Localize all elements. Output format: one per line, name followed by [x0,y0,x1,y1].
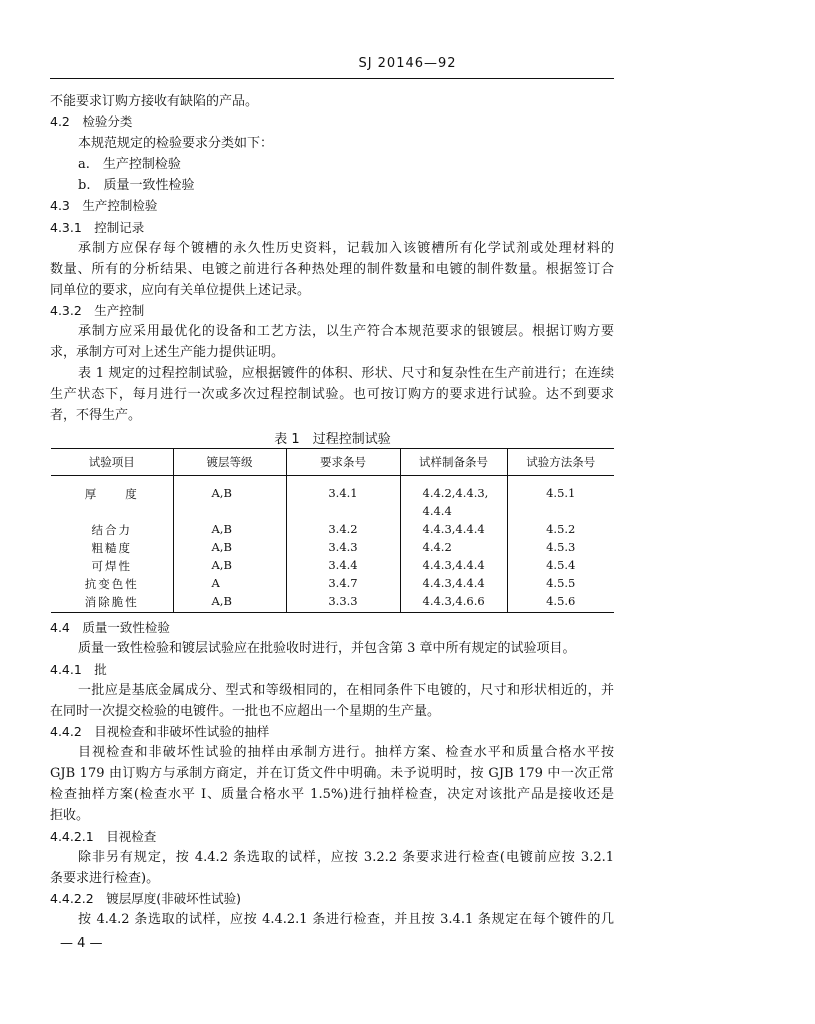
grade-cell: A,B [173,522,286,540]
grade-cell: A,B [173,594,286,613]
prep-cell: 4.4.3,4.6.6 [400,594,507,613]
grade-cell: A [173,576,286,594]
section-heading-4-4-2-1: 4.4.2.1 目视检查 [50,829,157,844]
paragraph-line: 生产状态下，每月进行一次或多次过程控制试验。也可按订购方的要求进行试验。达不到要求 [50,387,614,402]
list-item-a: a. 生产控制检验 [78,157,181,172]
section-heading-4-4-1: 4.4.1 批 [50,662,107,677]
section-heading-4-4-2-2: 4.4.2.2 镀层厚度(非破坏性试验) [50,891,241,906]
prep-cell: 4.4.3,4.4.4 [400,576,507,594]
table-row [51,594,614,613]
text-line: 本规范规定的检验要求分类如下： [78,136,274,151]
table-row [51,558,614,576]
method-cell: 4.5.4 [507,558,614,576]
test-item-cell: 粗糙度 [91,541,132,555]
section-heading-4-2: 4.2 检验分类 [50,114,133,129]
table-header-cell: 镀层等级 [173,449,286,476]
method-cell: 4.5.2 [507,522,614,540]
text-line: 不能要求订购方接收有缺陷的产品。 [50,94,259,109]
paragraph-line: 承制方应保存每个镀槽的永久性历史资料，记载加入该镀槽所有化学试剂或处理材料的 [78,241,614,256]
paragraph-line: 检查抽样方案(检查水平 Ⅰ、质量合格水平 1.5%)进行抽样检查，决定对该批产品是接收还是 [50,787,614,802]
paragraph-line: 一批应是基底金属成分、型式和等级相同的，在相同条件下电镀的，尺寸和形状相近的，并 [78,683,614,698]
method-cell: 4.5.3 [507,540,614,558]
process-control-table [51,448,614,613]
method-cell: 4.5.1 [507,476,614,523]
prep-cell: 4.4.3,4.4.4 [400,522,507,540]
prep-cell: 4.4.3,4.4.4 [400,558,507,576]
test-item-cell: 结合力 [91,523,132,537]
page-number: — 4 — [60,936,103,951]
paragraph-line: 目视检查和非破坏性试验的抽样由承制方进行。抽样方案、检查水平和质量合格水平按 [78,745,614,760]
standard-code: SJ 20146—92 [358,56,457,71]
table-header-cell: 要求条号 [286,449,400,476]
section-heading-4-4: 4.4 质量一致性检验 [50,620,170,635]
grade-cell: A,B [173,558,286,576]
paragraph-line: 在同时一次提交检验的电镀件。一批也不应超出一个星期的生产量。 [50,704,441,719]
test-item-cell: 厚 度 [84,487,139,501]
paragraph-line: GJB 179 由订购方与承制方商定，并在订货文件中明确。未予说明时，按 GJB 179 中一次正常 [50,766,614,781]
requirement-cell: 3.4.4 [286,558,400,576]
header-rule [50,78,614,79]
section-heading-4-3-1: 4.3.1 控制记录 [50,220,145,235]
requirement-cell: 3.4.1 [286,476,400,523]
table-header-cell: 试样制备条号 [400,449,507,476]
grade-cell: A,B [173,476,286,523]
test-item-cell: 抗变色性 [84,577,139,591]
method-cell: 4.5.5 [507,576,614,594]
section-heading-4-4-2: 4.4.2 目视检查和非破坏性试验的抽样 [50,724,270,739]
grade-cell: A,B [173,540,286,558]
list-item-b: b. 质量一致性检验 [78,178,195,193]
paragraph-line: 拒收。 [50,808,90,823]
paragraph-line: 承制方应采用最优化的设备和工艺方法，以生产符合本规范要求的银镀层。根据订购方要 [78,324,614,339]
table-caption: 表 1 过程控制试验 [274,432,391,447]
table-row [51,576,614,594]
paragraph-line: 质量一致性检验和镀层试验应在批验收时进行，并包含第 3 章中所有规定的试验项目。 [78,641,576,656]
paragraph-line: 表 1 规定的过程控制试验，应根据镀件的体积、形状、尺寸和复杂性在生产前进行；在连续 [78,366,614,381]
prep-line: 4.4.2,4.4.3, [422,486,489,500]
paragraph-line: 条要求进行检查)。 [50,871,160,886]
section-heading-4-3: 4.3 生产控制检验 [50,198,158,213]
requirement-cell: 3.4.7 [286,576,400,594]
prep-cell [400,476,507,523]
test-item-cell: 可焊性 [91,559,132,573]
test-item-cell: 消除脆性 [51,594,173,613]
table-row [51,476,614,523]
table-row [51,522,614,540]
table-header-cell: 试验方法条号 [507,449,614,476]
paragraph-line: 者，不得生产。 [50,408,142,423]
paragraph-line: 同单位的要求，应向有关单位提供上述记录。 [50,283,311,298]
paragraph-line: 求，承制方可对上述生产能力提供证明。 [50,345,285,360]
paragraph-line: 按 4.4.2 条选取的试样，应按 4.4.2.1 条进行检查，并且按 3.4.1 条规定在每个镀件的几 [78,912,614,927]
section-heading-4-3-2: 4.3.2 生产控制 [50,303,145,318]
paragraph-line: 除非另有规定，按 4.4.2 条选取的试样，应按 3.2.2 条要求进行检查(电镀前应按 3.2.1 [78,850,614,865]
prep-cell: 4.4.2 [400,540,507,558]
requirement-cell: 3.4.2 [286,522,400,540]
requirement-cell: 3.4.3 [286,540,400,558]
prep-line: 4.4.4 [422,504,452,518]
table-row [51,540,614,558]
paragraph-line: 数量、所有的分析结果、电镀之前进行各种热处理的制件数量和电镀的制件数量。根据签订合 [50,262,614,277]
method-cell: 4.5.6 [507,594,614,613]
requirement-cell: 3.3.3 [286,594,400,613]
table-header-cell: 试验项目 [51,449,173,476]
